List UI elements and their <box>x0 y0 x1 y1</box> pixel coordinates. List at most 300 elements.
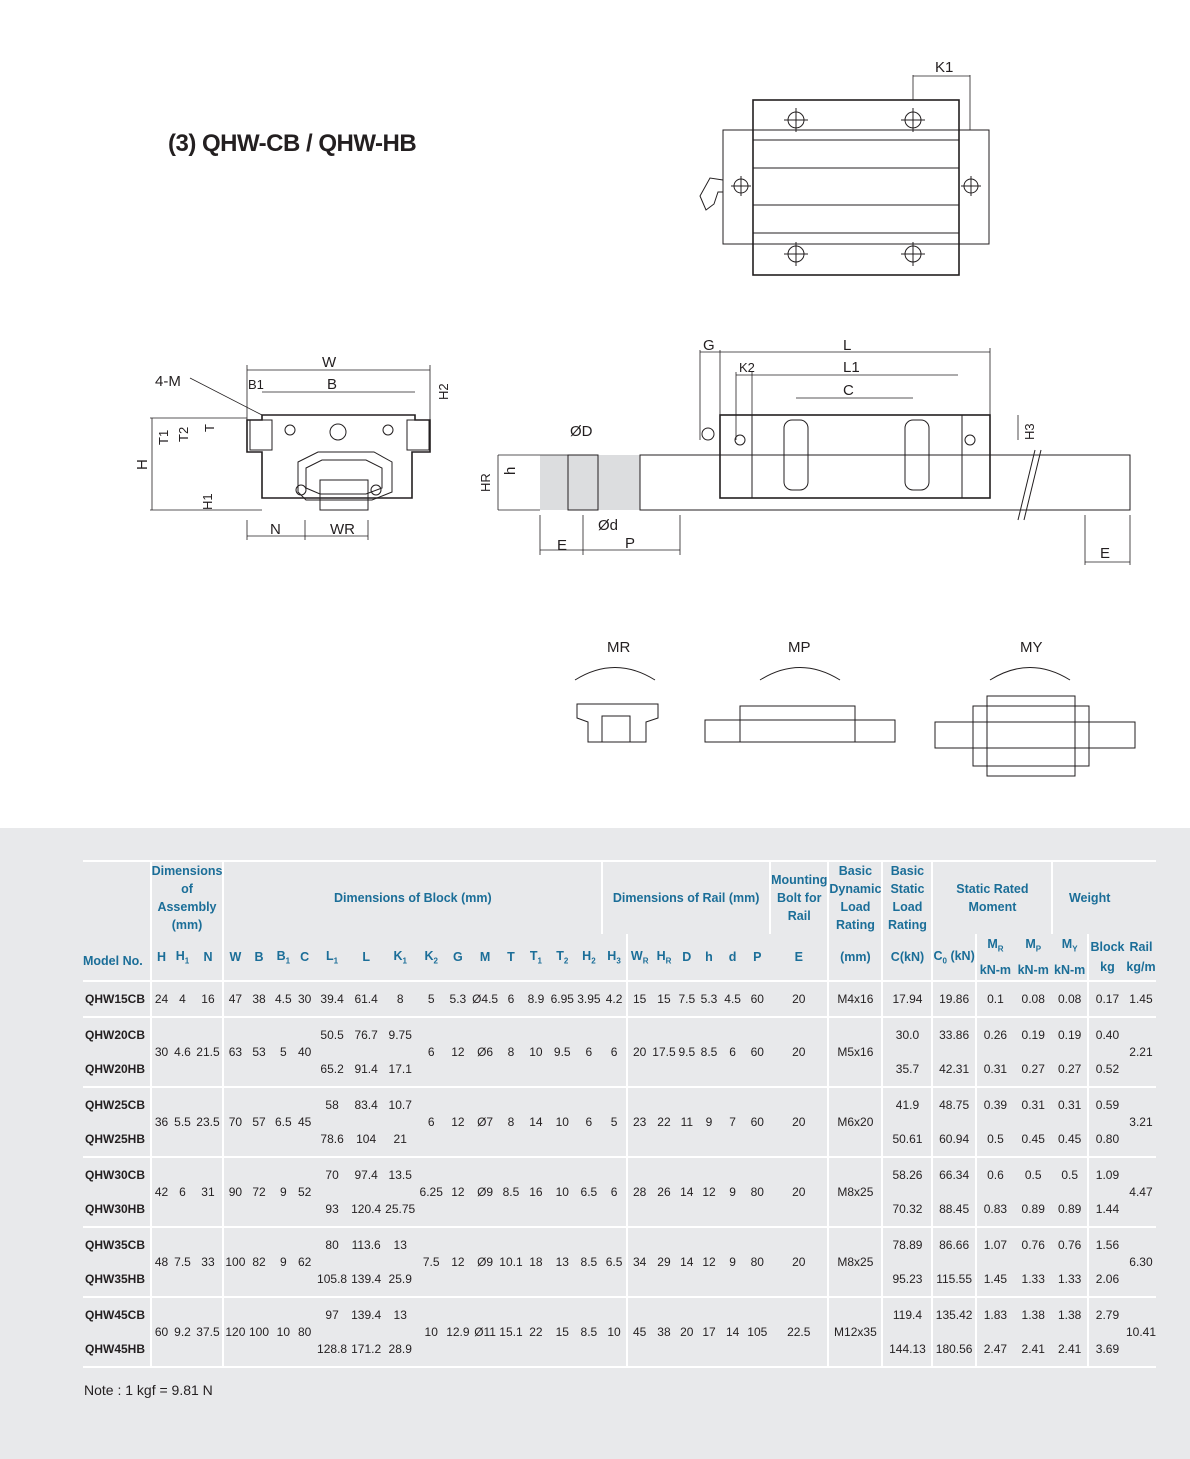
table-cell: 119.4 <box>882 1297 932 1332</box>
table-cell: 5.3 <box>449 991 467 1006</box>
table-cell: 50.61 <box>882 1122 932 1157</box>
table-cell: 80 <box>744 1157 770 1227</box>
table-cell: 18 <box>523 1227 549 1297</box>
table-cell: 22.5 <box>770 1297 828 1367</box>
table-cell: 6.25 <box>418 1157 445 1227</box>
table-cell: 76.7 <box>354 1027 378 1042</box>
table-cell: 0.5 <box>1024 1167 1042 1182</box>
table-cell: 14 <box>523 1087 549 1157</box>
table-cell: 82 <box>246 1227 271 1297</box>
table-cell: 19.86 <box>932 981 975 1017</box>
table-cell: 13 <box>393 1307 407 1322</box>
table-cell: QHW30CB <box>85 1167 146 1182</box>
table-cell: 28.9 <box>388 1341 412 1356</box>
label-c: C <box>843 382 854 399</box>
table-cell: QHW45HB <box>85 1341 146 1356</box>
table-cell: 1.44 <box>1088 1192 1126 1227</box>
table-cell: 7.5 <box>172 1227 194 1297</box>
table-cell: 8 <box>499 1017 523 1087</box>
table-cell: 0.52 <box>1088 1052 1126 1087</box>
table-cell: 16 <box>523 1157 549 1227</box>
table-cell: 0.83 <box>976 1192 1014 1227</box>
table-cell: 22 <box>523 1297 549 1367</box>
table-cell: 88.45 <box>932 1192 975 1227</box>
table-cell: 8.5 <box>576 1227 603 1297</box>
table-cell: 8 <box>396 991 404 1006</box>
header-assembly: Dimensions of Assembly (mm) <box>151 861 224 934</box>
table-cell: 8.5 <box>499 1157 523 1227</box>
table-row <box>83 1017 1156 1052</box>
header-bolt: Mounting Bolt for Rail <box>770 861 828 934</box>
table-cell: 26 <box>652 1157 677 1227</box>
table-cell: 0.31 <box>1021 1097 1045 1112</box>
table-cell: 0.31 <box>1057 1097 1082 1112</box>
table-cell: 0.89 <box>1057 1201 1082 1216</box>
header-moment: Static Rated Moment <box>932 861 1052 934</box>
table-cell: 60.94 <box>932 1122 975 1157</box>
table-cell: 120 <box>223 1297 246 1367</box>
table-cell: 33.86 <box>932 1017 975 1052</box>
label-e-right: E <box>1100 545 1111 562</box>
table-cell: 78.6 <box>320 1131 344 1146</box>
label-t1: T1 <box>156 429 171 445</box>
table-cell: Ø4.5 <box>472 991 499 1006</box>
table-cell: 6 <box>418 1017 445 1087</box>
label-d-small: Ød <box>598 517 619 534</box>
table-cell: 35.7 <box>882 1052 932 1087</box>
table-cell: 15.1 <box>499 1297 523 1367</box>
table-cell: 6 <box>507 991 515 1006</box>
sym-h2: $H_2$ <box>582 948 596 965</box>
label-e-left: E <box>557 537 568 554</box>
table-cell: 6 <box>576 1087 603 1157</box>
table-row <box>83 981 1156 1017</box>
table-row <box>83 1227 1156 1262</box>
table-cell: M5x16 <box>828 1017 882 1087</box>
table-cell: 6 <box>418 1087 445 1157</box>
sym-c-kn: C(kN) <box>882 934 932 981</box>
table-cell: 6 <box>602 1017 627 1087</box>
table-cell: 135.42 <box>932 1297 975 1332</box>
side-view-drawing <box>478 337 1130 565</box>
label-h3: H3 <box>1022 423 1037 440</box>
table-cell: QHW45CB <box>85 1307 146 1322</box>
label-d-cap: ØD <box>570 423 593 440</box>
table-cell: 47 <box>223 981 246 1017</box>
table-cell: 12 <box>697 1157 721 1227</box>
table-cell: 30 <box>298 991 312 1006</box>
table-cell: M8x25 <box>828 1227 882 1297</box>
table-cell: 13.5 <box>388 1167 412 1182</box>
label-k2: K2 <box>739 360 755 375</box>
table-cell: 0.17 <box>1088 981 1126 1017</box>
table-cell: 58.26 <box>882 1157 932 1192</box>
moment-my-icon <box>935 639 1135 776</box>
label-g: G <box>703 337 715 354</box>
table-cell: 10.1 <box>499 1227 523 1297</box>
label-hr: HR <box>478 473 493 492</box>
moment-mp-icon <box>705 639 895 742</box>
table-cell: 36 <box>151 1087 172 1157</box>
table-cell: QHW25HB <box>85 1131 146 1146</box>
table-row <box>83 1157 1156 1192</box>
sym-hr: $H_R$ <box>656 948 672 965</box>
table-cell: 0.08 <box>1021 991 1045 1006</box>
table-cell: 20 <box>770 1017 828 1087</box>
sym-d-small: d <box>728 949 737 964</box>
table-cell: 20 <box>770 1227 828 1297</box>
table-cell: 0.59 <box>1088 1087 1126 1122</box>
table-cell: 78.89 <box>882 1227 932 1262</box>
table-cell: 3.21 <box>1126 1087 1156 1157</box>
table-cell: 22 <box>652 1087 677 1157</box>
sym-e: E <box>794 949 803 964</box>
sym-kg: Block kg <box>1088 934 1126 981</box>
table-cell: 10 <box>549 1157 576 1227</box>
label-h1: H1 <box>200 493 215 510</box>
table-cell: 7 <box>721 1087 745 1157</box>
table-cell: 100 <box>223 1227 246 1297</box>
table-cell: 2.47 <box>976 1332 1014 1367</box>
table-cell: Ø11 <box>471 1297 499 1367</box>
header-block: Dimensions of Block (mm) <box>223 861 602 934</box>
table-cell: 24 <box>151 981 172 1017</box>
table-cell: 9 <box>272 1227 295 1297</box>
table-cell: 10.7 <box>388 1097 412 1112</box>
table-cell: 0.08 <box>1057 991 1082 1006</box>
table-cell: 9.75 <box>388 1027 412 1042</box>
table-cell: 5 <box>602 1087 627 1157</box>
table-cell: 105.8 <box>317 1271 348 1286</box>
table-cell: 9.5 <box>549 1017 576 1087</box>
sym-mp: $M_P$ kN-m <box>1017 937 1049 977</box>
table-cell: 60 <box>744 1017 770 1087</box>
table-cell: 20 <box>627 1017 652 1087</box>
table-cell: 0.40 <box>1088 1017 1126 1052</box>
label-p: P <box>625 535 636 552</box>
sym-h: H <box>151 934 172 981</box>
table-cell: 17 <box>697 1297 721 1367</box>
table-cell: 70 <box>325 1167 339 1182</box>
sym-h1: $H_1$ <box>175 948 190 965</box>
table-row <box>83 1297 1156 1332</box>
sym-l: L <box>362 949 370 964</box>
table-cell: 139.4 <box>351 1307 382 1322</box>
table-cell: 57 <box>246 1087 271 1157</box>
table-cell: 60 <box>151 1297 172 1367</box>
table-cell: 29 <box>652 1227 677 1297</box>
table-cell: 12 <box>445 1157 472 1227</box>
table-cell: 113.6 <box>351 1237 381 1252</box>
table-cell: 45 <box>295 1087 314 1157</box>
table-cell: 4.47 <box>1126 1157 1156 1227</box>
table-cell: 6 <box>172 1157 194 1227</box>
table-cell: 42 <box>151 1157 172 1227</box>
table-cell: 4 <box>179 991 186 1006</box>
table-cell: 23 <box>627 1087 652 1157</box>
sym-p: P <box>753 949 762 964</box>
table-cell: 63 <box>223 1017 246 1087</box>
table-cell: 45 <box>627 1297 652 1367</box>
table-cell: 60 <box>750 991 764 1006</box>
sym-t2: $T_2$ <box>556 948 569 965</box>
table-cell: 0.31 <box>976 1052 1014 1087</box>
table-cell: 1.83 <box>976 1297 1014 1332</box>
table-cell: 3.69 <box>1088 1332 1126 1367</box>
table-cell: 12 <box>445 1227 472 1297</box>
table-cell: 8.5 <box>697 1017 721 1087</box>
table-cell: 31 <box>193 1157 223 1227</box>
table-cell: 0.89 <box>1021 1201 1045 1216</box>
sym-mr: $M_R$ kN-m <box>976 934 1014 981</box>
table-cell: 12 <box>697 1227 721 1297</box>
table-cell: 20 <box>770 1157 828 1227</box>
table-cell: 4.2 <box>605 991 623 1006</box>
table-cell: 12 <box>445 1087 472 1157</box>
table-cell: 38 <box>652 1297 677 1367</box>
table-cell: 48.75 <box>932 1087 975 1122</box>
table-cell: 15 <box>657 991 671 1006</box>
table-cell: 48 <box>151 1227 172 1297</box>
table-cell: 72 <box>246 1157 271 1227</box>
page-title: (3) QHW-CB / QHW-HB <box>168 130 417 157</box>
spec-table <box>83 860 1156 1368</box>
table-cell: QHW20HB <box>85 1061 146 1076</box>
table-cell: 9 <box>721 1157 745 1227</box>
table-cell: 7.5 <box>678 991 696 1006</box>
table-cell: 11 <box>676 1087 697 1157</box>
table-cell: 53 <box>246 1017 271 1087</box>
table-cell: 38 <box>252 991 266 1006</box>
table-cell: 42.31 <box>932 1052 975 1087</box>
table-cell: 10 <box>272 1297 295 1367</box>
table-cell: 20 <box>792 991 806 1006</box>
sym-m: M <box>479 949 491 964</box>
label-4m: 4-M <box>155 373 181 390</box>
table-cell: 52 <box>295 1157 314 1227</box>
table-cell: 21.5 <box>193 1017 223 1087</box>
table-cell: 8.5 <box>576 1297 603 1367</box>
table-cell: 104 <box>356 1131 377 1146</box>
svg-text:MR: MR <box>607 639 631 656</box>
table-cell: Ø9 <box>471 1157 499 1227</box>
table-cell: 0.26 <box>976 1017 1014 1052</box>
table-cell: 8 <box>499 1087 523 1157</box>
table-cell: 2.21 <box>1126 1017 1156 1087</box>
table-cell: 1.33 <box>1021 1271 1045 1286</box>
table-cell: 1.45 <box>976 1262 1014 1297</box>
label-b1: B1 <box>248 377 264 392</box>
table-cell: 12.9 <box>445 1297 472 1367</box>
table-cell: Ø7 <box>471 1087 499 1157</box>
table-cell: 20 <box>770 1087 828 1157</box>
table-cell: 10 <box>523 1017 549 1087</box>
table-cell: 139.4 <box>351 1271 382 1286</box>
table-cell: 9 <box>697 1087 721 1157</box>
table-cell: 33 <box>193 1227 223 1297</box>
front-view-drawing <box>134 354 451 540</box>
table-cell: 41.9 <box>882 1087 932 1122</box>
table-cell: 83.4 <box>354 1097 378 1112</box>
top-view-drawing <box>700 59 989 275</box>
table-cell: 80 <box>325 1237 339 1252</box>
table-cell: 16 <box>201 991 215 1006</box>
table-cell: 25.9 <box>388 1271 412 1286</box>
table-cell: Ø6 <box>471 1017 499 1087</box>
table-cell: 100 <box>246 1297 271 1367</box>
table-cell: 8.9 <box>527 991 545 1006</box>
table-cell: 5 <box>427 991 435 1006</box>
sym-bolt-unit: (mm) <box>828 934 882 981</box>
sym-b: B <box>254 949 264 964</box>
table-cell: 15 <box>627 981 652 1017</box>
table-cell: 66.34 <box>932 1157 975 1192</box>
table-cell: 5.3 <box>700 991 718 1006</box>
table-cell: 4.6 <box>172 1017 194 1087</box>
sym-c0-kn: $C_0$ (kN) <box>932 934 975 981</box>
table-cell: 50.5 <box>320 1027 344 1042</box>
table-cell: 1.45 <box>1129 991 1153 1006</box>
table-cell: 97.4 <box>354 1167 378 1182</box>
table-cell: 0.19 <box>1021 1027 1045 1042</box>
label-t2: T2 <box>176 426 191 442</box>
table-cell: 0.1 <box>976 981 1014 1017</box>
table-cell: 1.07 <box>976 1227 1014 1262</box>
label-b: B <box>327 376 338 393</box>
table-cell: 14 <box>721 1297 745 1367</box>
table-cell: 30 <box>151 1017 172 1087</box>
header-static: Basic Static Load Rating <box>882 861 932 934</box>
label-h-small: h <box>502 466 519 475</box>
table-cell: 9.2 <box>172 1297 194 1367</box>
svg-text:MY: MY <box>1020 639 1043 656</box>
sym-l1: $L_1$ <box>326 948 339 965</box>
table-cell: 7.5 <box>418 1227 445 1297</box>
table-cell: 2.06 <box>1088 1262 1126 1297</box>
table-cell: 39.4 <box>320 991 344 1006</box>
sym-b1: $B_1$ <box>276 948 291 965</box>
label-n: N <box>270 521 281 538</box>
table-cell: 0.76 <box>1057 1237 1082 1252</box>
table-cell: 91.4 <box>354 1061 378 1076</box>
sym-my: $M_Y$ kN-m <box>1054 937 1086 977</box>
table-cell: 1.38 <box>1021 1307 1045 1322</box>
table-cell: 14 <box>676 1157 697 1227</box>
table-cell: 13 <box>549 1227 576 1297</box>
table-cell: 0.80 <box>1088 1122 1126 1157</box>
header-weight: Weight <box>1052 861 1126 934</box>
table-cell: 9 <box>721 1227 745 1297</box>
sym-h3: $H_3$ <box>607 948 621 965</box>
table-cell: 10 <box>418 1297 445 1367</box>
table-cell: 6.30 <box>1126 1227 1156 1297</box>
table-cell: 70 <box>223 1087 246 1157</box>
table-cell: 23.5 <box>193 1087 223 1157</box>
table-cell: 1.09 <box>1088 1157 1126 1192</box>
table-cell: 21 <box>393 1131 407 1146</box>
table-cell: QHW20CB <box>85 1027 146 1042</box>
footnote: Note : 1 kgf = 9.81 N <box>84 1382 213 1398</box>
table-cell: 0.5 <box>1061 1167 1078 1182</box>
table-cell: 0.19 <box>1057 1027 1082 1042</box>
sym-k1: $K_1$ <box>393 948 407 965</box>
table-cell: 105 <box>744 1297 770 1367</box>
table-cell: 6.95 <box>550 991 574 1006</box>
table-cell: 1.38 <box>1057 1307 1082 1322</box>
table-cell: 93 <box>325 1201 339 1216</box>
table-cell: 14 <box>676 1227 697 1297</box>
table-cell: 17.5 <box>652 1017 677 1087</box>
moment-mr-icon <box>575 639 658 742</box>
table-cell: 15 <box>549 1297 576 1367</box>
table-cell: 97 <box>325 1307 339 1322</box>
table-cell: 6.5 <box>602 1227 627 1297</box>
table-cell: 0.76 <box>1021 1237 1045 1252</box>
table-cell: 10 <box>602 1297 627 1367</box>
table-cell: 4.5 <box>724 991 741 1006</box>
table-cell: 17.94 <box>882 981 932 1017</box>
table-cell: QHW30HB <box>85 1201 146 1216</box>
table-cell: 90 <box>223 1157 246 1227</box>
sym-kgm: Rail kg/m <box>1126 939 1156 974</box>
table-cell: 10.41 <box>1126 1297 1156 1367</box>
table-cell: 6.5 <box>272 1087 295 1157</box>
table-cell: 25.75 <box>385 1201 416 1216</box>
table-cell: 5 <box>272 1017 295 1087</box>
table-cell: 0.5 <box>976 1122 1014 1157</box>
table-cell: 5.5 <box>172 1087 194 1157</box>
label-t: T <box>202 424 217 432</box>
table-cell: 80 <box>744 1227 770 1297</box>
table-cell: 0.45 <box>1021 1131 1045 1146</box>
table-cell: 1.33 <box>1057 1271 1082 1286</box>
table-cell: 12 <box>445 1017 472 1087</box>
table-cell: 40 <box>295 1017 314 1087</box>
table-cell: 13 <box>393 1237 407 1252</box>
table-cell: 0.39 <box>976 1087 1014 1122</box>
table-cell: 0.6 <box>976 1157 1014 1192</box>
table-cell: 34 <box>627 1227 652 1297</box>
table-cell: 30.0 <box>882 1017 932 1052</box>
table-cell: 1.56 <box>1088 1227 1126 1262</box>
header-dynamic: Basic Dynamic Load Rating <box>828 861 882 934</box>
table-cell: 0.45 <box>1057 1131 1082 1146</box>
table-cell: 2.41 <box>1057 1341 1082 1356</box>
label-h2: H2 <box>436 383 451 400</box>
sym-w: W <box>223 934 246 981</box>
label-h: H <box>134 459 151 470</box>
table-cell: M6x20 <box>828 1087 882 1157</box>
label-l: L <box>843 337 852 354</box>
table-cell: 180.56 <box>932 1332 975 1367</box>
table-cell: 6 <box>576 1017 603 1087</box>
label-k1-top: K1 <box>935 59 954 76</box>
table-cell: 144.13 <box>882 1332 932 1367</box>
table-cell: 65.2 <box>320 1061 344 1076</box>
table-cell: 10 <box>549 1087 576 1157</box>
table-cell: 61.4 <box>354 991 378 1006</box>
table-cell: 0.27 <box>1057 1061 1082 1076</box>
sym-t1: $T_1$ <box>529 948 542 965</box>
table-cell: QHW25CB <box>85 1097 146 1112</box>
table-cell: 6 <box>721 1017 745 1087</box>
sym-k2: $K_2$ <box>424 948 438 965</box>
table-cell: 128.8 <box>317 1341 348 1356</box>
table-cell: 115.55 <box>932 1262 975 1297</box>
table-cell: 80 <box>295 1297 314 1367</box>
svg-text:MP: MP <box>788 639 811 656</box>
sym-h-small: h <box>705 949 713 964</box>
